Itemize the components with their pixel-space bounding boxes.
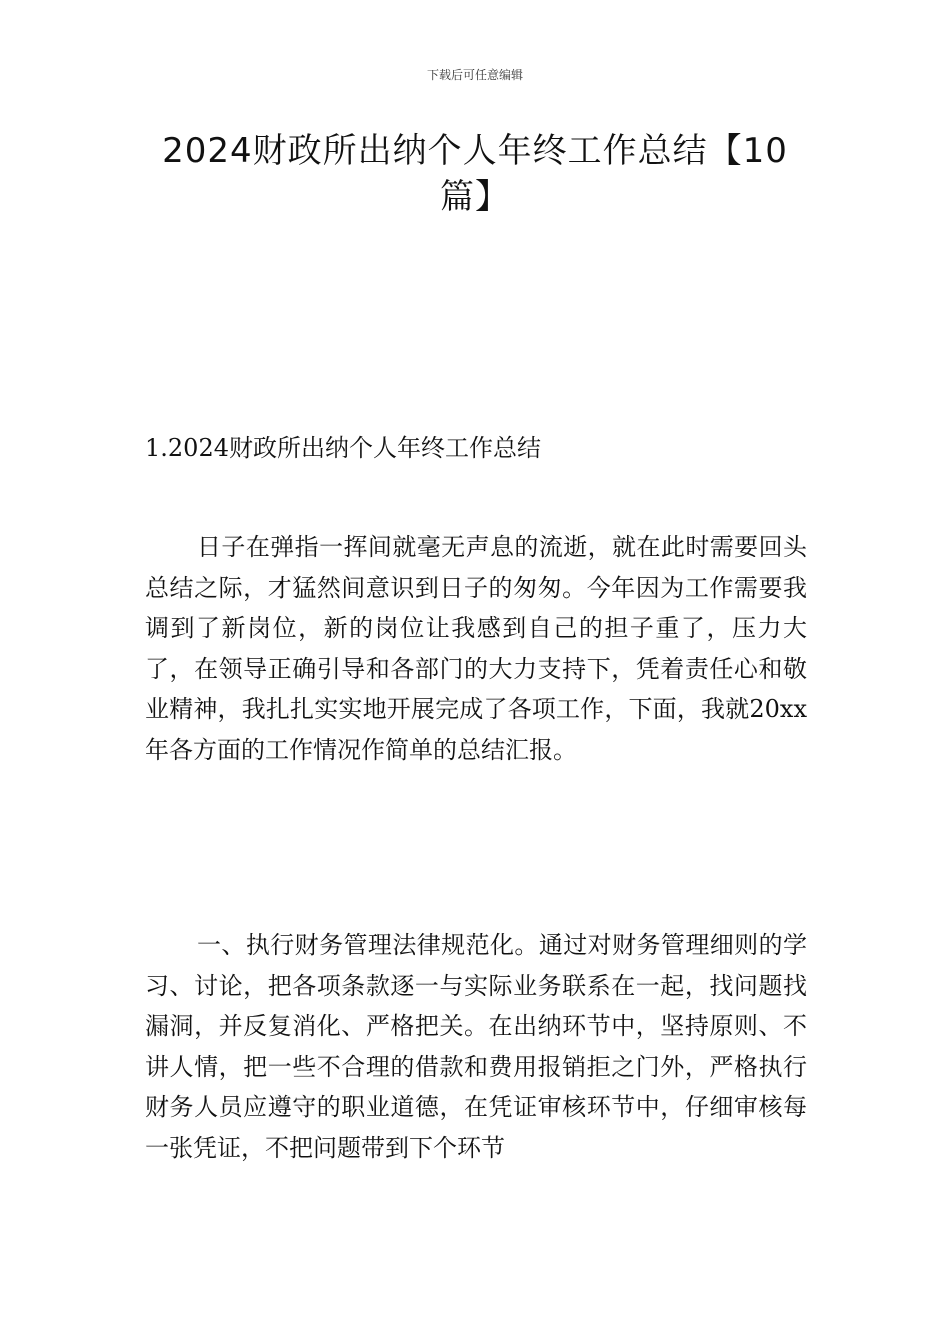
body-paragraph-2: 一、执行财务管理法律规范化。通过对财务管理细则的学习、讨论，把各项条款逐一与实际业务联系在一起，找问题找漏洞，并反复消化、严格把关。在出纳环节中，坚持原则、不讲人情，把一些不合理的借款和费用报销拒之门外，严格执行财务人员应遵守的职业道德，在凭证审核环节中，仔细审核每一张凭证，不把问题带到下个环节 [145,931,807,1162]
section-title: 1.2024财政所出纳个人年终工作总结 [145,434,541,462]
header-note: 下载后可任意编辑 [426,68,523,82]
body-paragraph-1: 日子在弹指一挥间就毫无声息的流逝，就在此时需要回头总结之际，才猛然间意识到日子的匆匆。今年因为工作需要我调到了新岗位，新的岗位让我感到自己的担子重了，压力大了，在领导正确引导和各部门的大力支持下，凭着责任心和敬业精神，我扎扎实实地开展完成了各项工作，下面，我就20xx年各方面的工作情况作简单的总结汇报。 [145,533,807,764]
document-title: 2024财政所出纳个人年终工作总结【10篇】 [162,131,788,217]
